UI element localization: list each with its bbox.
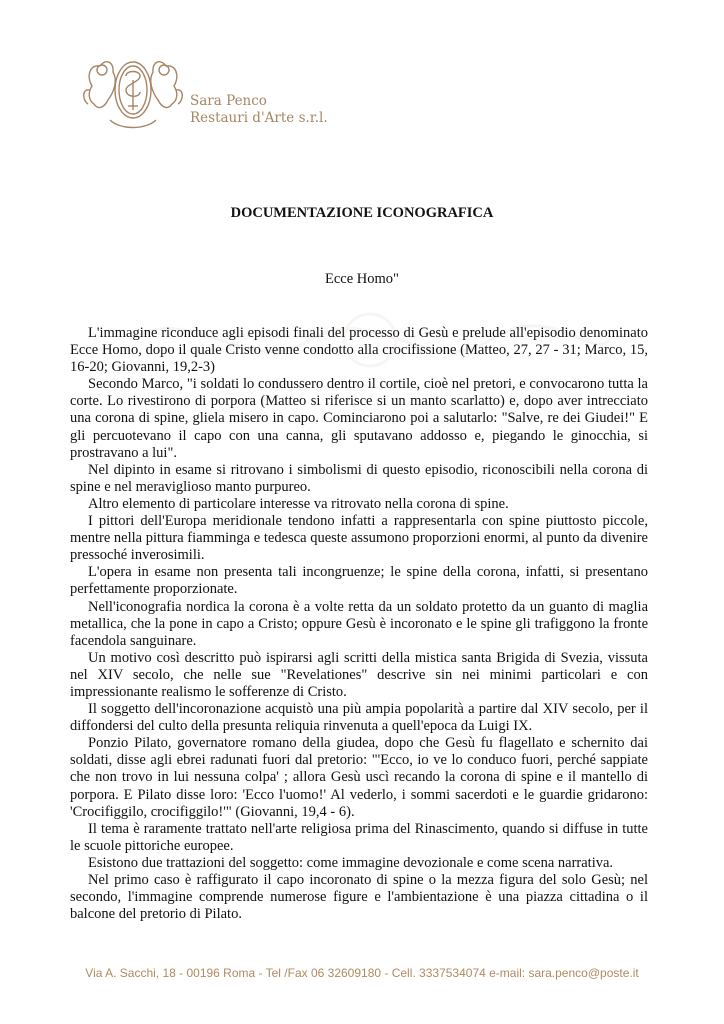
company-name: Sara Penco (190, 93, 267, 109)
paragraph: L'immagine riconduce agli episodi finali del processo di Gesù e prelude all'episodio denominato Ecce Homo, dopo il quale Cristo venne condotto alla crocifissione (Matteo, 27, 27 - 31; Marco, 15, 16-20; Giovanni, 19,2-3) (70, 325, 648, 376)
document-title: DOCUMENTAZIONE ICONOGRAFICA (230, 205, 494, 221)
paragraph: Un motivo così descritto può ispirarsi agli scritti della mistica santa Brigida di Svezia, vissuta nel XIV secolo, che nelle sue "Revelationes" descrive sin nei minimi particolari e con impressionante realismo le sofferenze di Cristo. (70, 649, 648, 700)
company-logo (80, 46, 186, 136)
paragraph: Nell'iconografia nordica la corona è a volte retta da un soldato protetto da un guanto di maglia metallica, che la pone in capo a Cristo; oppure Gesù è incoronato e le spine gli trafiggono la fronte facendola sanguinare. (70, 598, 648, 649)
document-subtitle: Ecce Homo" (325, 271, 399, 287)
company-subtitle: Restauri d'Arte s.r.l. (190, 110, 328, 126)
paragraph: Nel dipinto in esame si ritrovano i simbolismi di questo episodio, riconoscibili nella corona di spine e nel meraviglioso manto purpureo. (70, 461, 648, 495)
paragraph: Nel primo caso è raffigurato il capo incoronato di spine o la mezza figura del solo Gesù; nel secondo, l'immagine comprende numerose figure e l'ambientazione è una piazza cittadina o il balcone del pretorio di Pilato. (70, 872, 648, 923)
company-name-block (190, 93, 328, 127)
paragraph: Secondo Marco, "i soldati lo condussero dentro il cortile, cioè nel pretori, e convocarono tutta la corte. Lo rivestirono di porpora (Matteo si riferisce si un manto scarlatto) e, dopo aver intrecciato una corona di spine, gliela misero in capo. Cominciarono poi a salutarlo: "Salve, re dei Giudei!" E gli percuotevano il capo con una canna, gli sputavano addosso e, piegando le ginocchia, si prostravano a lui". (70, 376, 648, 461)
paragraph: Esistono due trattazioni del soggetto: come immagine devozionale e come scena narrativa. (88, 854, 614, 871)
paragraph: Il tema è raramente trattato nell'arte religiosa prima del Rinascimento, quando si diffuse in tutte le scuole pittoriche europee. (70, 820, 648, 854)
paragraph: Ponzio Pilato, governatore romano della giudea, dopo che Gesù fu flagellato e schernito dai soldati, disse agli ebrei radunati fuori dal pretorio: "'Ecco, io ve lo conduco fuori, perché sappiate che non trovo in lui nessuna colpa' ; allora Gesù uscì recando la corona di spine e il mantello di porpora. E Pilato disse loro: 'Ecco l'uomo!' Al vederlo, i sommi sacerdoti e le guardie gridarono: 'Crocifiggilo, crocifiggilo!'" (Giovanni, 19,4 - 6). (70, 735, 648, 820)
paragraph: I pittori dell'Europa meridionale tendono infatti a rappresentarla con spine piuttosto piccole, mentre nella pittura fiamminga e tedesca queste assumono proporzioni enormi, al punto da divenire pressoché inverosimili. (70, 513, 648, 564)
paragraph: Altro elemento di particolare interesse va ritrovato nella corona di spine. (88, 495, 509, 512)
footer-contact: Via A. Sacchi, 18 - 00196 Roma - Tel /Fax 06 32609180 - Cell. 3337534074 e-mail: sara.penco@poste.it (85, 966, 639, 980)
paragraph: L'opera in esame non presenta tali incongruenze; le spine della corona, infatti, si presentano perfettamente proporzionate. (70, 564, 648, 598)
document-body (70, 325, 648, 923)
paragraph: Il soggetto dell'incoronazione acquistò una più ampia popolarità a partire dal XIV secolo, per il diffondersi del culto della presunta reliquia rinvenuta a quell'epoca da Luigi IX. (70, 701, 648, 735)
